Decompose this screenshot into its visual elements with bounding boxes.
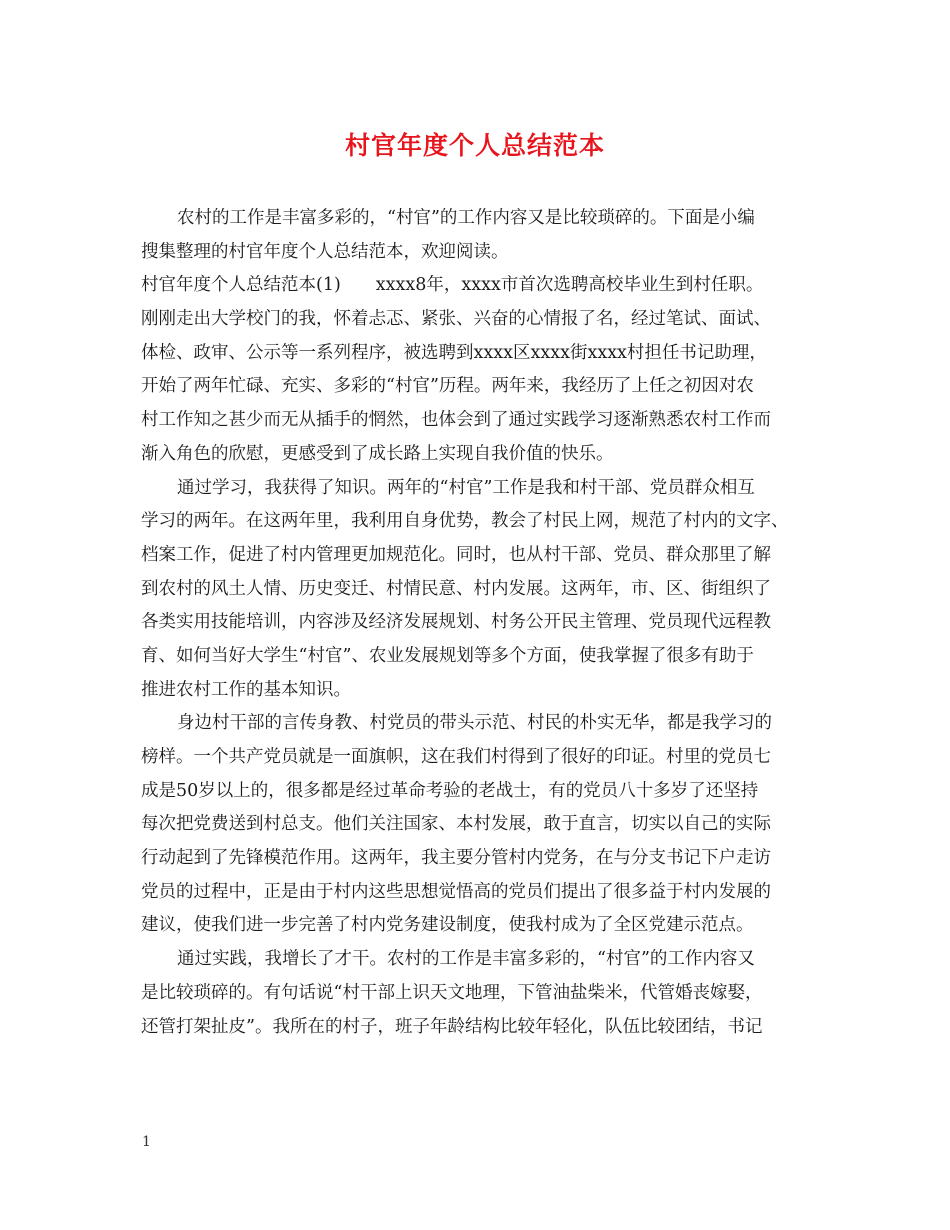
text-line: 开始了两年忙碌、充实、多彩的“村官”历程。两年来，我经历了上任之初因对农	[141, 376, 754, 397]
text-line: 通过实践，我增长了才干。农村的工作是丰富多彩的，“村官”的工作内容又	[177, 949, 755, 970]
text-line: 档案工作，促进了村内管理更加规范化。同时，也从村干部、党员、群众那里了解	[141, 544, 771, 565]
text-line: 榜样。一个共产党员就是一面旗帜，这在我们村得到了很好的印证。村里的党员七	[141, 747, 771, 767]
text-line: 到农村的风土人情、历史变迁、村情民意、村内发展。这两年，市、区、街组织了	[141, 578, 771, 599]
text-line: 行动起到了先锋模范作用。这两年，我主要分管村内党务，在与分支书记下户走访	[141, 848, 771, 869]
text-line: 搜集整理的村官年度个人总结范本，欢迎阅读。	[141, 241, 509, 262]
document-body	[141, 202, 817, 1044]
text-line: 还管打架扯皮”。我所在的村子，班子年龄结构比较年轻化，队伍比较团结，书记	[141, 1016, 763, 1037]
text-line: 通过学习，我获得了知识。两年的“村官”工作是我和村干部、党员群众相互	[177, 477, 755, 498]
text-line: 每次把党费送到村总支。他们关注国家、本村发展，敢于直言，切实以自己的实际	[141, 814, 771, 835]
text-line: 各类实用技能培训，内容涉及经济发展规划、村务公开民主管理、党员现代远程教	[141, 612, 771, 633]
text-line: 村官年度个人总结范本(1) xxxx8年，xxxx市首次选聘高校毕业生到村任职。	[141, 275, 764, 296]
text-line: 建议，使我们进一步完善了村内党务建设制度，使我村成为了全区党建示范点。	[141, 915, 754, 936]
text-line: 是比较琐碎的。有句话说“村干部上识天文地理，下管油盐柴米，代管婚丧嫁娶，	[141, 982, 763, 1003]
text-line: 刚刚走出大学校门的我，怀着忐忑、紧张、兴奋的心情报了名，经过笔试、面试、	[141, 309, 771, 330]
text-line: 体检、政审、公示等一系列程序，被选聘到xxxx区xxxx街xxxx村担任书记助理，	[141, 342, 767, 363]
page-title: 村官年度个人总结范本	[344, 131, 605, 160]
text-line: 身边村干部的言传身教、村党员的带头示范、村民的朴实无华，都是我学习的	[177, 713, 772, 734]
text-line: 学习的两年。在这两年里，我利用自身优势，教会了村民上网，规范了村内的文字、	[141, 511, 789, 532]
text-line: 成是50岁以上的，很多都是经过革命考验的老战士，有的党员八十多岁了还坚持	[141, 780, 759, 801]
text-line: 党员的过程中，正是由于村内这些思想觉悟高的党员们提出了很多益于村内发展的	[141, 881, 771, 902]
text-line: 农村的工作是丰富多彩的，“村官”的工作内容又是比较琐碎的。下面是小编	[177, 208, 755, 228]
text-line: 村工作知之甚少而无从插手的惘然，也体会到了通过实践学习逐渐熟悉农村工作而	[141, 410, 771, 431]
text-line: 推进农村工作的基本知识。	[141, 679, 351, 700]
text-line: 育、如何当好大学生“村官”、农业发展规划等多个方面，使我掌握了很多有助于	[141, 645, 754, 666]
page-number: 1	[142, 1134, 151, 1150]
text-line: 渐入角色的欣慰，更感受到了成长路上实现自我价值的快乐。	[141, 443, 614, 464]
